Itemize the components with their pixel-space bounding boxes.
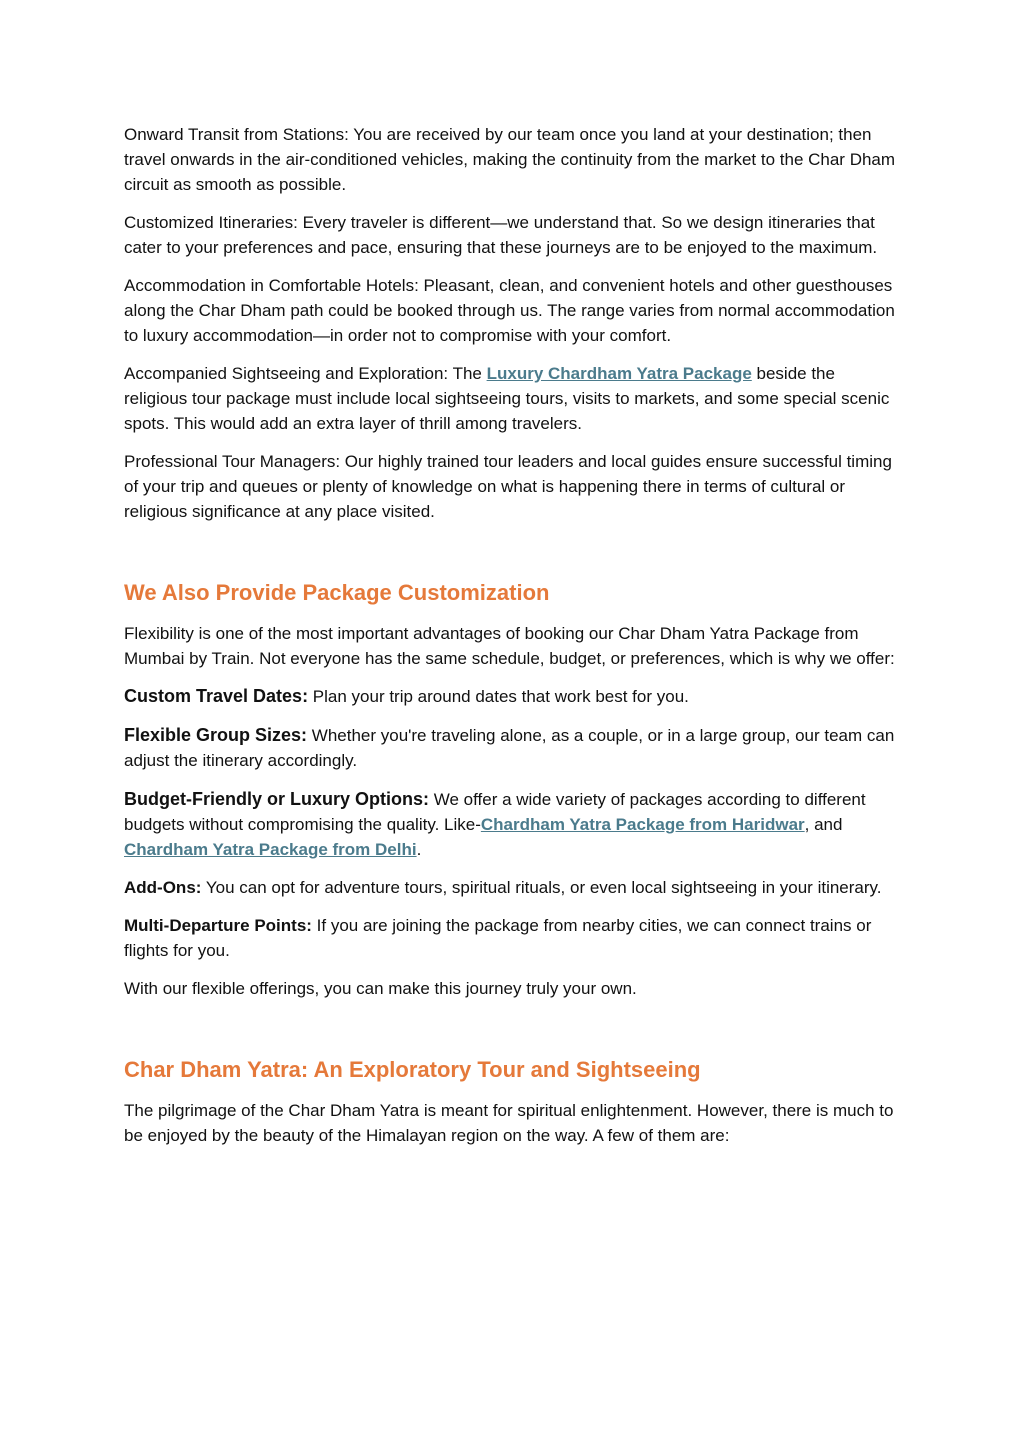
haridwar-package-link[interactable]: Chardham Yatra Package from Haridwar — [480, 815, 805, 834]
sightseeing-paragraph — [124, 361, 899, 436]
customization-closing: With our flexible offerings, you can make this journey truly your own. — [124, 979, 637, 998]
group-sizes-label: Flexible Group Sizes: — [124, 725, 308, 745]
custom-dates-text: Plan your trip around dates that work best for you. — [308, 687, 689, 706]
onward-transit-paragraph: Onward Transit from Stations: You are received by our team once you land at your destination; then travel onwards in the air-conditioned vehicles, making the continuity from the market to the Char Dham circuit as smooth as possible. — [124, 125, 896, 194]
budget-end-text: . — [416, 840, 422, 859]
budget-mid-text: , and — [804, 815, 843, 834]
customized-itineraries-paragraph: Customized Itineraries: Every traveler is different—we understand that. So we design itineraries that cater to your preferences and pace, ensuring that these journeys are to be enjoyed to the maximum. — [124, 213, 878, 257]
sightseeing-text-after: beside the religious tour package must include local sightseeing tours, visits to markets, and some special scenic spots. This would add an extra layer of thrill among travelers. — [124, 364, 890, 433]
delhi-package-link[interactable]: Chardham Yatra Package from Delhi — [124, 840, 417, 859]
budget-options-label: Budget-Friendly or Luxury Options: — [124, 789, 429, 809]
luxury-package-link[interactable]: Luxury Chardham Yatra Package — [486, 364, 752, 383]
multi-departure-text: If you are joining the package from nearby cities, we can connect trains or flights for you. — [124, 916, 872, 960]
multi-departure-item — [124, 913, 899, 963]
group-sizes-item — [124, 723, 899, 773]
customization-intro: Flexibility is one of the most important advantages of booking our Char Dham Yatra Package from Mumbai by Train. Not everyone has the same schedule, budget, or preferences, which is why we offer: — [124, 624, 895, 668]
multi-departure-label: Multi-Departure Points: — [124, 916, 312, 935]
custom-dates-item — [124, 684, 899, 709]
addons-item — [124, 875, 899, 900]
addons-text: You can opt for adventure tours, spiritual rituals, or even local sightseeing in your itinerary. — [201, 878, 882, 897]
group-sizes-text: Whether you're traveling alone, as a couple, or in a large group, our team can adjust the itinerary accordingly. — [124, 726, 895, 770]
custom-dates-label: Custom Travel Dates: — [124, 686, 309, 706]
document-page — [124, 122, 899, 1161]
customization-heading: We Also Provide Package Customization — [124, 580, 550, 605]
budget-options-item — [124, 787, 899, 862]
tour-managers-paragraph: Professional Tour Managers: Our highly trained tour leaders and local guides ensure successful timing of your trip and queues or plenty of knowledge on what is happening there in terms of cultural or religious significance at any place visited. — [124, 452, 892, 521]
budget-options-text: We offer a wide variety of packages according to different budgets without compromising the quality. Like- — [124, 790, 866, 834]
addons-label: Add-Ons: — [124, 878, 202, 897]
accommodation-paragraph: Accommodation in Comfortable Hotels: Pleasant, clean, and convenient hotels and other guesthouses along the Char Dham path could be booked through us. The range varies from normal accommodation to luxury accommodation—in order not to compromise with your comfort. — [124, 276, 895, 345]
exploratory-paragraph: The pilgrimage of the Char Dham Yatra is meant for spiritual enlightenment. However, there is much to be enjoyed by the beauty of the Himalayan region on the way. A few of them are: — [124, 1101, 894, 1145]
sightseeing-text-before: Accompanied Sightseeing and Exploration: The — [124, 364, 487, 383]
exploratory-heading: Char Dham Yatra: An Exploratory Tour and Sightseeing — [124, 1057, 701, 1082]
